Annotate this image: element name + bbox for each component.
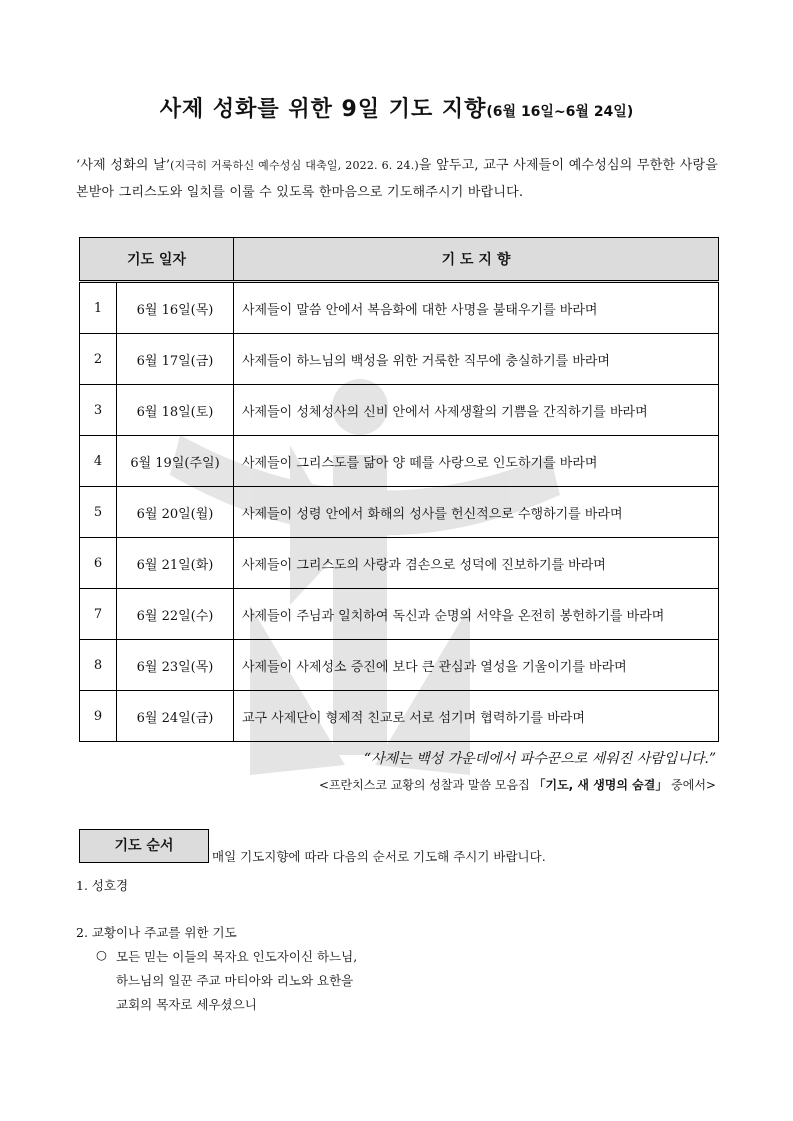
row-number: 2 <box>80 334 117 385</box>
table-row <box>80 334 719 385</box>
prayer-order-label: 기도 순서 <box>79 829 209 863</box>
table-row <box>80 282 719 334</box>
row-intention: 사제들이 주님과 일치하여 독신과 순명의 서약을 온전히 봉헌하기를 바라며 <box>234 589 719 640</box>
row-number: 5 <box>80 487 117 538</box>
table-row <box>80 691 719 742</box>
row-number: 3 <box>80 385 117 436</box>
circle-bullet-icon: ○ <box>96 947 107 962</box>
row-date: 6월 18일(토) <box>117 385 234 436</box>
prayer-order-note: 매일 기도지향에 따라 다음의 순서로 기도해 주시기 바랍니다. <box>212 849 546 864</box>
title-main: 사제 성화를 위한 9일 기도 지향 <box>159 97 487 122</box>
quote-source <box>319 776 716 793</box>
row-date: 6월 17일(금) <box>117 334 234 385</box>
source-suffix: 중에서> <box>667 778 716 792</box>
title-date-range: (6월 16일~6월 24일) <box>486 104 634 120</box>
intro-feast-name: ‘사제 성화의 날’ <box>76 158 171 173</box>
source-prefix: <프란치스코 교황의 성찰과 말씀 모음집 <box>318 778 534 792</box>
prayer-line: 하느님의 일꾼 주교 마티아와 리노와 요한을 <box>116 973 354 988</box>
row-intention: 사제들이 성령 안에서 화해의 성사를 헌신적으로 수행하기를 바라며 <box>234 487 719 538</box>
row-date: 6월 21일(화) <box>117 538 234 589</box>
row-intention: 사제들이 그리스도를 닮아 양 떼를 사랑으로 인도하기를 바라며 <box>234 436 719 487</box>
row-intention: 사제들이 하느님의 백성을 위한 거룩한 직무에 충실하기를 바라며 <box>234 334 719 385</box>
row-number: 7 <box>80 589 117 640</box>
prayer-line: 모든 믿는 이들의 목자요 인도자이신 하느님, <box>116 949 358 964</box>
row-number: 8 <box>80 640 117 691</box>
header-prayer-date: 기도 일자 <box>80 238 234 282</box>
order-item-sign-of-cross: 1. 성호경 <box>76 878 129 893</box>
table-row <box>80 385 719 436</box>
table-row <box>80 538 719 589</box>
prayer-schedule-table <box>79 237 719 742</box>
row-number: 9 <box>80 691 117 742</box>
row-date: 6월 22일(수) <box>117 589 234 640</box>
pope-quote: “사제는 백성 가운데에서 파수꾼으로 세워진 사람입니다.” <box>363 751 716 767</box>
table-row <box>80 487 719 538</box>
row-intention: 사제들이 사제성소 증진에 보다 큰 관심과 열성을 기울이기를 바라며 <box>234 640 719 691</box>
row-intention: 사제들이 그리스도의 사랑과 겸손으로 성덕에 진보하기를 바라며 <box>234 538 719 589</box>
order-item-prayer-for-pope: 2. 교황이나 주교를 위한 기도 <box>76 925 237 940</box>
row-date: 6월 20일(월) <box>117 487 234 538</box>
prayer-line: 교회의 목자로 세우셨으니 <box>116 997 257 1012</box>
row-date: 6월 23일(목) <box>117 640 234 691</box>
row-number: 6 <box>80 538 117 589</box>
row-number: 4 <box>80 436 117 487</box>
intro-body: 을 앞두고, 교구 사제들이 예수성심의 무한한 사랑을 본받아 그리스도와 일치를 이룰 수 있도록 한마음으로 기도해주시기 바랍니다. <box>76 158 719 200</box>
table-header-row <box>80 238 719 282</box>
row-date: 6월 16일(목) <box>117 282 234 334</box>
row-date: 6월 19일(주일) <box>117 436 234 487</box>
table-row <box>80 640 719 691</box>
table-row <box>80 589 719 640</box>
row-intention: 사제들이 말씀 안에서 복음화에 대한 사명을 불태우기를 바라며 <box>234 282 719 334</box>
page-title <box>0 92 793 123</box>
row-intention: 사제들이 성체성사의 신비 안에서 사제생활의 기쁨을 간직하기를 바라며 <box>234 385 719 436</box>
header-prayer-intention: 기 도 지 향 <box>234 238 719 282</box>
intro-feast-date: (지극히 거룩하신 예수성심 대축일, 2022. 6. 24.) <box>170 159 419 172</box>
table-row <box>80 436 719 487</box>
source-book-title: 「기도, 새 생명의 숨결」 <box>533 778 668 792</box>
intro-paragraph <box>76 152 718 206</box>
row-number: 1 <box>80 282 117 334</box>
row-date: 6월 24일(금) <box>117 691 234 742</box>
row-intention: 교구 사제단이 형제적 친교로 서로 섬기며 협력하기를 바라며 <box>234 691 719 742</box>
